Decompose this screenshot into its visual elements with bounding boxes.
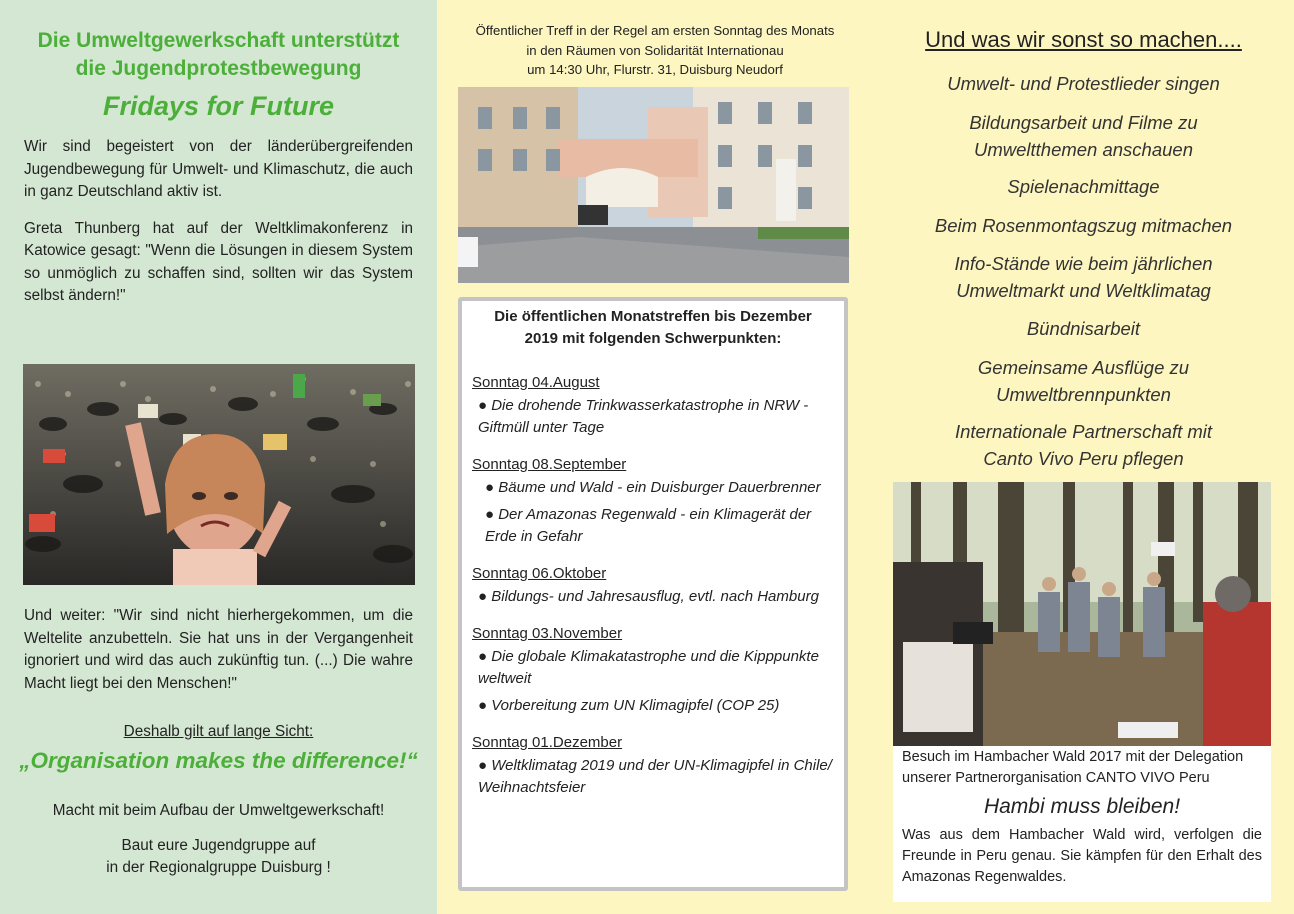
meeting-topic: ● Bäume und Wald - ein Duisburger Dauerbrenner bbox=[485, 479, 821, 496]
meeting-date: Sonntag 04.August bbox=[472, 374, 600, 391]
meeting-date: Sonntag 08.September bbox=[472, 456, 627, 473]
peru-description: Was aus dem Hambacher Wald wird, verfolgen die Freunde in Peru genau. Sie kämpfen für den Erhalt des Amazonas Regenwaldes. bbox=[902, 827, 1262, 885]
meetings-box-title-line2: 2019 mit folgenden Schwerpunkten: bbox=[524, 330, 782, 347]
meeting-date: Sonntag 03.November bbox=[472, 625, 623, 642]
intro-paragraph: Wir sind begeistert von der länderübergreifenden Jugendbewegung für Umwelt- und Klimaschutz, die auch in ganz Deutschland aktiv ist. bbox=[24, 138, 413, 200]
hambacher-forest-photo bbox=[893, 482, 1271, 746]
activity-item: Bildungsarbeit und Filme zu Umweltthemen anschauen bbox=[969, 112, 1198, 160]
activity-item: Spielenachmittage bbox=[1007, 176, 1160, 197]
hambi-slogan: Hambi muss bleiben! bbox=[983, 795, 1181, 818]
meeting-topic: ● Vorbereitung zum UN Klimagipfel (COP 25) bbox=[478, 697, 780, 714]
long-term-label: Deshalb gilt auf lange Sicht: bbox=[123, 723, 314, 740]
activity-item: Umwelt- und Protestlieder singen bbox=[947, 73, 1220, 94]
activity-item: Beim Rosenmontagszug mitmachen bbox=[934, 215, 1233, 236]
meeting-october bbox=[472, 565, 834, 608]
meeting-september bbox=[472, 456, 834, 548]
meeting-place-street-photo bbox=[458, 87, 849, 283]
left-heading bbox=[24, 27, 413, 83]
activity-item: Info-Stände wie beim jährlichen Umweltmarkt und Weltklimatag bbox=[954, 253, 1213, 301]
fridays-for-future-title: Fridays for Future bbox=[102, 91, 335, 121]
meeting-info-line3: um 14:30 Uhr, Flurstr. 31, Duisburg Neudorf bbox=[527, 62, 783, 77]
youth-group-call bbox=[0, 835, 437, 879]
organisation-slogan: „Organisation makes the difference!“ bbox=[19, 748, 418, 773]
photo-caption-line1: Besuch im Hambacher Wald 2017 mit der Delegation bbox=[902, 749, 1244, 765]
left-heading-line2: die Jugendprotestbewegung bbox=[75, 57, 362, 80]
activity-item: Internationale Partnerschaft mit Canto Vivo Peru pflegen bbox=[954, 421, 1213, 469]
meeting-date: Sonntag 01.Dezember bbox=[472, 734, 623, 751]
activity-item: Bündnisarbeit bbox=[1026, 318, 1141, 339]
meeting-topic: ● Die drohende Trinkwasserkatastrophe in NRW - Giftmüll unter Tage bbox=[478, 397, 809, 436]
meeting-info bbox=[437, 21, 873, 80]
meeting-topic: ● Der Amazonas Regenwald - ein Klimagerät der Erde in Gefahr bbox=[485, 506, 812, 545]
activity-item: Gemeinsame Ausflüge zu Umweltbrennpunkten bbox=[977, 357, 1190, 405]
photo-caption-line2: unserer Partnerorganisation CANTO VIVO Peru bbox=[902, 770, 1210, 786]
join-call: Macht mit beim Aufbau der Umweltgewerkschaft! bbox=[52, 802, 385, 819]
meetings-box-title bbox=[472, 306, 834, 350]
activities-heading: Und was wir sonst so machen.... bbox=[925, 27, 1242, 52]
left-heading-line1: Die Umweltgewerkschaft unterstützt bbox=[37, 29, 400, 52]
meetings-box-title-line1: Die öffentlichen Monatstreffen bis Dezember bbox=[494, 308, 812, 325]
meeting-august bbox=[472, 374, 834, 439]
photo-caption-box bbox=[893, 746, 1271, 902]
meeting-topic: ● Bildungs- und Jahresausflug, evtl. nach Hamburg bbox=[478, 588, 819, 605]
further-quote-paragraph: Und weiter: "Wir sind nicht hierhergekommen, um die Weltelite anzubetteln. Sie hat uns in der Vergangenheit ignoriert und wird das auch zukünftig tun. (...) Die wahre Macht liegt bei den Menschen!" bbox=[24, 607, 413, 692]
meeting-topic: ● Die globale Klimakatastrophe und die Kipppunkte weltweit bbox=[478, 648, 819, 687]
youth-group-call-line1: Baut eure Jugendgruppe auf bbox=[121, 837, 316, 854]
meeting-info-line1: Öffentlicher Treff in der Regel am ersten Sonntag des Monats bbox=[475, 23, 835, 38]
meeting-topic: ● Weltklimatag 2019 und der UN-Klimagipfel in Chile/ Weihnachtsfeier bbox=[478, 757, 832, 796]
meeting-info-line2: in den Räumen von Solidarität Internationau bbox=[526, 42, 784, 58]
meeting-november bbox=[472, 625, 834, 717]
youth-group-call-line2: in der Regionalgruppe Duisburg ! bbox=[106, 859, 331, 876]
monthly-meetings-box bbox=[458, 297, 848, 891]
meeting-date: Sonntag 06.Oktober bbox=[472, 565, 607, 582]
protest-crowd-photo bbox=[23, 364, 415, 585]
meeting-december bbox=[472, 734, 834, 799]
greta-quote-paragraph: Greta Thunberg hat auf der Weltklimakonferenz in Katowice gesagt: "Wenn die Lösungen in diesem System so unmöglich zu schaffen sind, sollten wir das System selbst ändern!" bbox=[24, 219, 413, 304]
